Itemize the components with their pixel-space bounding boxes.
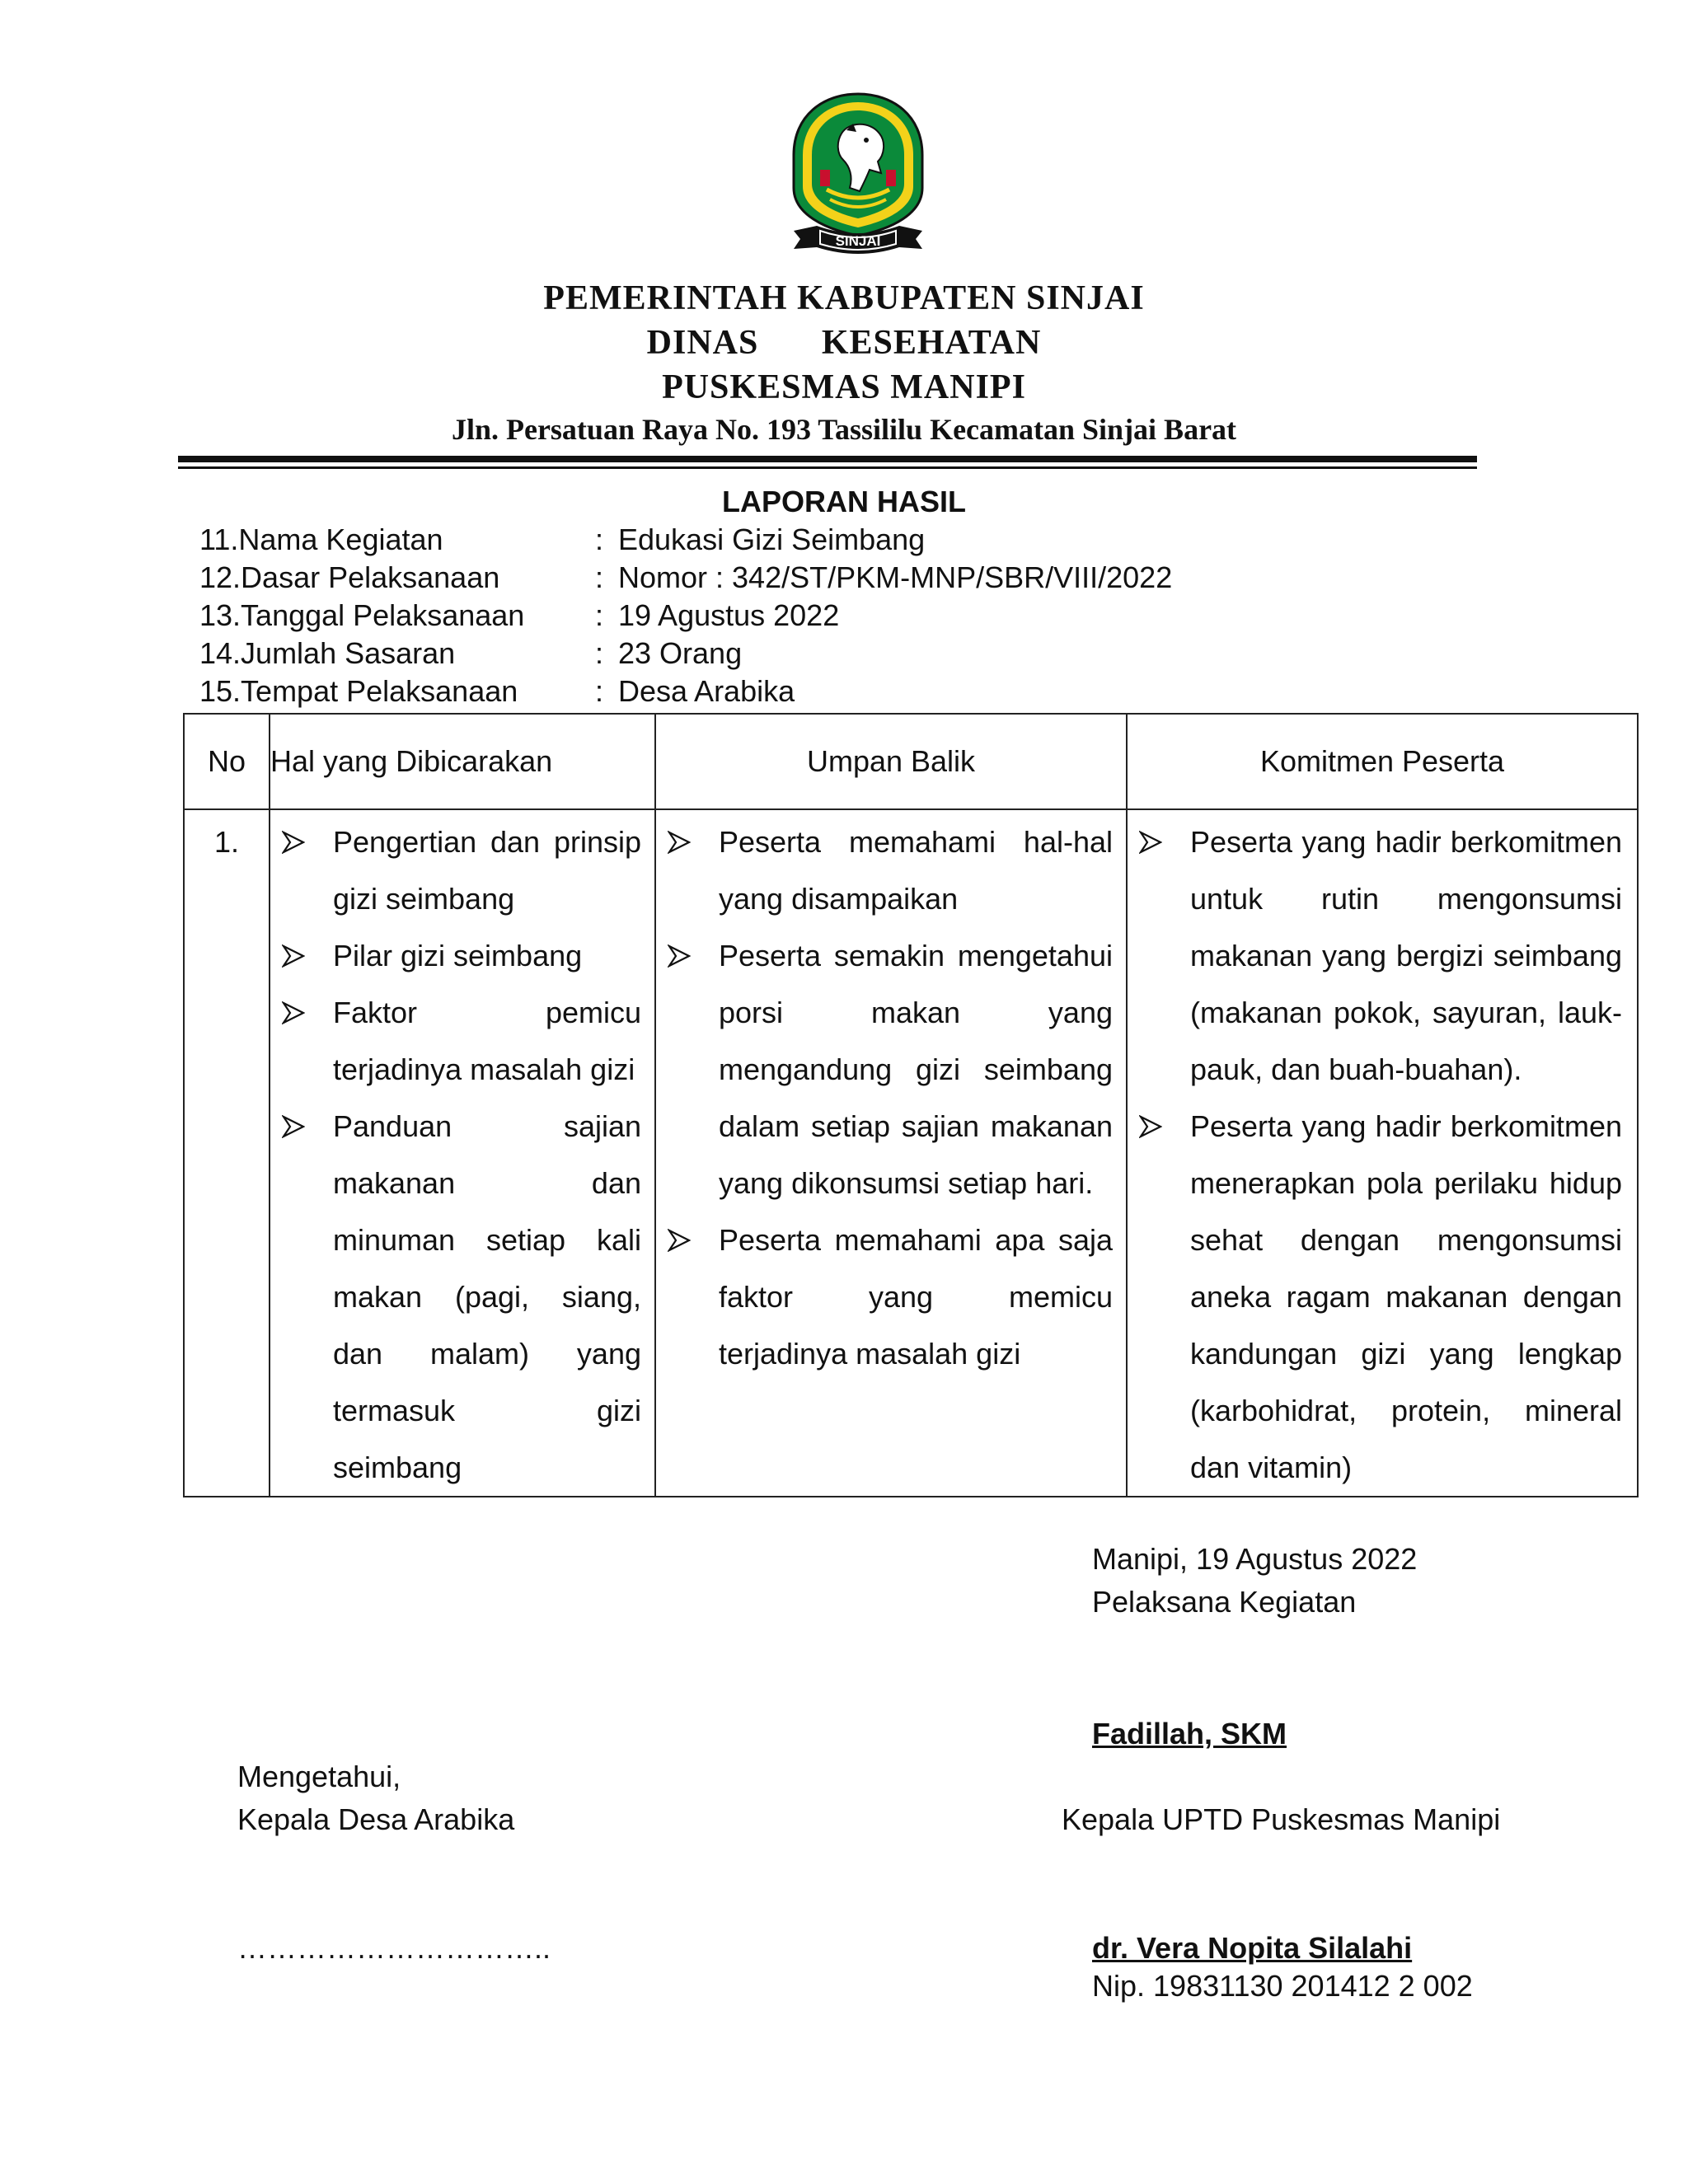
column-header-no: No [184, 714, 270, 809]
list-item-text: Peserta yang hadir berkomitmen menerapkan pola perilaku hidup sehat dengan mengonsumsi aneka ragam makanan dengan kandungan gizi yang lengkap (karbohidrat, protein, mineral dan vitamin) [1190, 1109, 1622, 1484]
arrow-bullet-icon [282, 831, 305, 854]
arrow-bullet-icon [282, 1115, 305, 1138]
list-item-text: Panduan sajian makanan dan minuman setiap kali makan (pagi, siang, dan malam) yang termasuk gizi seimbang [333, 1109, 641, 1484]
list-item-text: Peserta yang hadir berkomitmen untuk rutin mengonsumsi makanan yang bergizi seimbang (makanan pokok, sayuran, lauk-pauk, dan buah-buahan). [1190, 825, 1622, 1086]
list-item [1128, 813, 1637, 1098]
arrow-bullet-icon [282, 944, 305, 968]
arrow-bullet-icon [1139, 831, 1162, 854]
list-item-text: Peserta semakin mengetahui porsi makan yang mengandung gizi seimbang dalam setiap sajian makanan yang dikonsumsi setiap hari. [719, 939, 1113, 1200]
cell-feedback [655, 809, 1127, 1497]
letterhead-address: Jln. Persatuan Raya No. 193 Tassililu Kecamatan Sinjai Barat [451, 413, 1237, 446]
arrow-bullet-icon [668, 831, 691, 854]
info-colon: : [595, 523, 604, 556]
commitment-list [1128, 813, 1637, 1496]
implementer-name: Fadillah, SKM [1092, 1717, 1287, 1750]
list-item-text: Peserta memahami hal-hal yang disampaikan [719, 825, 1113, 916]
info-colon: : [595, 674, 604, 708]
info-colon: : [595, 560, 604, 594]
letterhead-institution: PUSKESMAS MANIPI [662, 368, 1026, 406]
list-item [656, 927, 1126, 1212]
cell-commitment [1127, 809, 1638, 1497]
report-table [183, 713, 1639, 1497]
cell-no [184, 809, 270, 1497]
info-label: 14.Jumlah Sasaran [199, 636, 456, 670]
info-colon: : [595, 598, 604, 632]
info-value: Nomor : 342/ST/PKM-MNP/SBR/VIII/2022 [618, 560, 1173, 594]
info-label: 11.Nama Kegiatan [199, 523, 443, 556]
letterhead-rule-thin [178, 466, 1477, 469]
list-item [270, 813, 654, 927]
village-head-title: Kepala Desa Arabika [237, 1802, 515, 1836]
arrow-bullet-icon [668, 1229, 691, 1252]
table-header-row [184, 714, 1638, 809]
list-item [656, 813, 1126, 927]
arrow-bullet-icon [668, 944, 691, 968]
letterhead-government: PEMERINTAH KABUPATEN SINJAI [543, 279, 1145, 317]
uptd-head-title: Kepala UPTD Puskesmas Manipi [1062, 1802, 1501, 1836]
column-header-feedback: Umpan Balik [655, 714, 1127, 809]
letterhead-rule-thick [178, 456, 1477, 462]
report-title: LAPORAN HASIL [722, 485, 966, 518]
place-date: Manipi, 19 Agustus 2022 [1092, 1542, 1418, 1576]
topics-list [270, 813, 654, 1496]
info-value: Edukasi Gizi Seimbang [618, 523, 926, 556]
letterhead-department: DINAS KESEHATAN [646, 324, 1042, 362]
acknowledge-label: Mengetahui, [237, 1760, 401, 1793]
list-item-text: Faktor pemicu terjadinya masalah gizi [333, 996, 641, 1086]
info-colon: : [595, 636, 604, 670]
arrow-bullet-icon [282, 1001, 305, 1024]
info-label: 12.Dasar Pelaksanaan [199, 560, 500, 594]
list-item [1128, 1098, 1637, 1496]
info-label: 15.Tempat Pelaksanaan [199, 674, 518, 708]
list-item [270, 984, 654, 1098]
row-number: 1. [213, 825, 240, 859]
list-item-text: Pengertian dan prinsip gizi seimbang [333, 825, 641, 916]
info-label: 13.Tanggal Pelaksanaan [199, 598, 525, 632]
sinjai-regency-logo [784, 91, 932, 260]
logo-ribbon-text: SINJAI [835, 233, 881, 249]
column-header-topics: Hal yang Dibicarakan [270, 714, 655, 809]
column-header-commitment: Komitmen Peserta [1127, 714, 1638, 809]
info-value: 23 Orang [618, 636, 743, 670]
list-item [656, 1212, 1126, 1382]
cell-topics [270, 809, 655, 1497]
implementer-title: Pelaksana Kegiatan [1092, 1585, 1357, 1619]
list-item-text: Pilar gizi seimbang [333, 939, 583, 972]
village-head-name-blank: ………………………….. [237, 1931, 551, 1965]
table-row [184, 809, 1638, 1497]
arrow-bullet-icon [1139, 1115, 1162, 1138]
list-item [270, 927, 654, 984]
list-item [270, 1098, 654, 1496]
info-value: 19 Agustus 2022 [618, 598, 840, 632]
info-value: Desa Arabika [618, 674, 795, 708]
feedback-list [656, 813, 1126, 1382]
uptd-head-name: dr. Vera Nopita Silalahi [1092, 1931, 1413, 1965]
list-item-text: Peserta memahami apa saja faktor yang memicu terjadinya masalah gizi [719, 1223, 1113, 1371]
uptd-head-nip: Nip. 19831130 201412 2 002 [1092, 1969, 1473, 2003]
